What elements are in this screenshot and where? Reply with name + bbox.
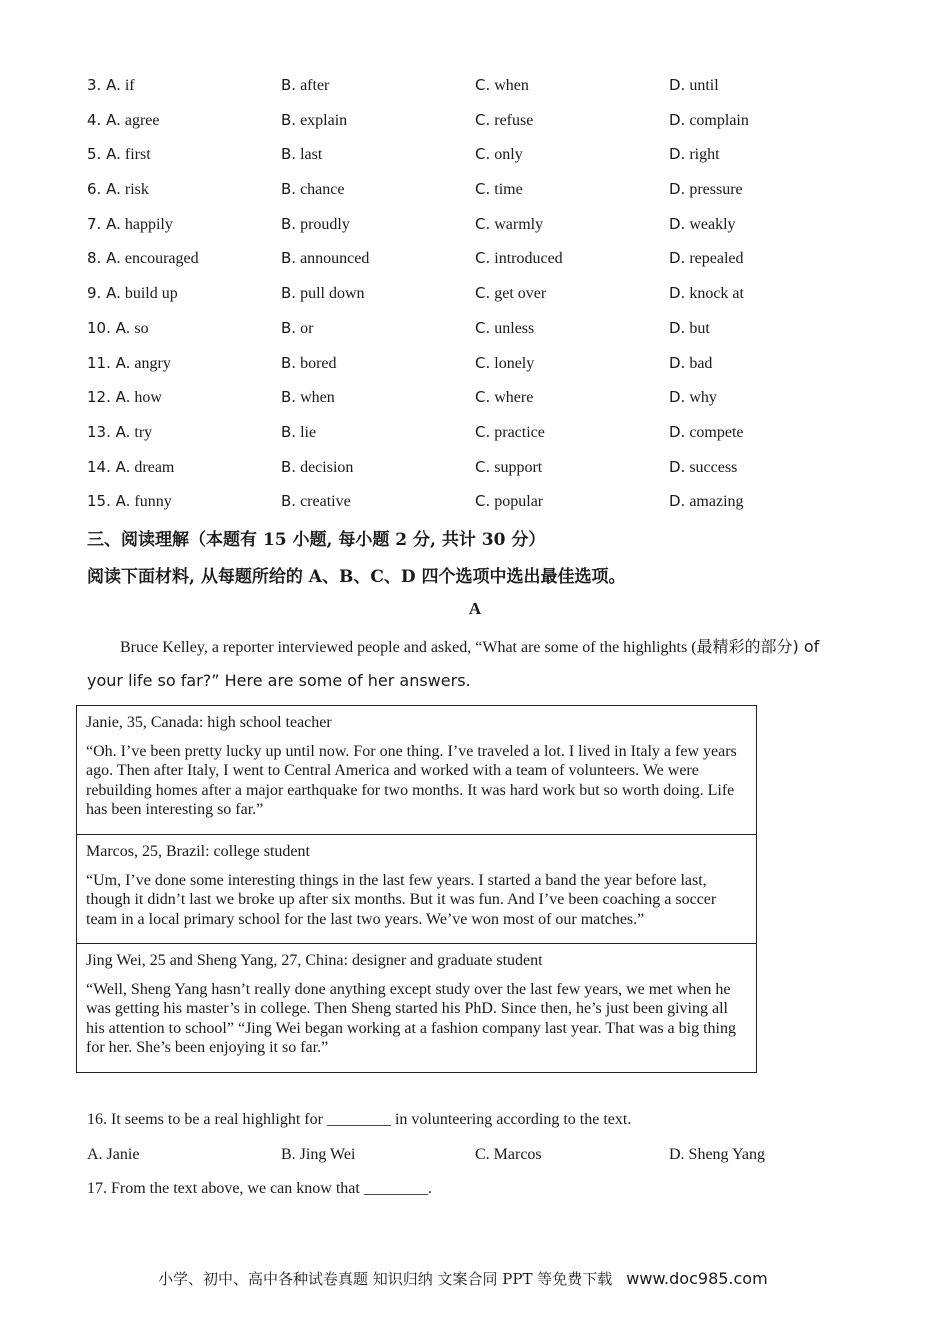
section-heading: 三、阅读理解（本题有 15 小题, 每小题 2 分, 共计 30 分） [87, 530, 546, 550]
option-b [281, 143, 322, 166]
option-text: lie [300, 423, 317, 441]
option-label: D. [669, 318, 686, 337]
option-row [87, 247, 867, 282]
option-label: D. [669, 284, 686, 303]
option-text: warmly [494, 215, 544, 233]
option-label: C. [475, 249, 491, 268]
option-label: C. [475, 214, 491, 233]
option-a [87, 456, 174, 479]
option-text: bad [689, 354, 713, 372]
option-a [87, 421, 152, 444]
table-row [77, 835, 756, 944]
option-text: build up [124, 285, 178, 303]
question-17-stem: 17. From the text above, we can know that ________. [87, 1180, 432, 1197]
respondent: Janie, 35, Canada: high school teacher [86, 714, 332, 731]
option-b [281, 213, 350, 236]
option-row [87, 352, 867, 387]
option-label: D. [669, 388, 686, 407]
option-text: complain [689, 111, 749, 129]
option-b [281, 178, 344, 201]
option-text: so [134, 319, 149, 337]
option-b [281, 247, 369, 270]
option-label: C. [475, 284, 491, 303]
option-d: D. Sheng Yang [669, 1146, 766, 1163]
option-label: C. [475, 145, 491, 164]
option-a [87, 352, 171, 375]
option-text: pressure [689, 181, 743, 199]
intro-text-cn: 最精彩的部分 [696, 637, 793, 656]
option-d [669, 386, 717, 409]
option-label: C. [475, 457, 491, 476]
option-d [669, 421, 744, 444]
option-label: 15. A. [87, 492, 131, 511]
option-label: C. [475, 353, 491, 372]
option-d [669, 247, 744, 270]
option-text: introduced [494, 250, 563, 268]
option-text: unless [494, 319, 535, 337]
option-text: until [689, 77, 719, 94]
option-label: D. [669, 76, 686, 94]
option-label: D. [669, 110, 686, 129]
intro-text-2: ) of [792, 637, 820, 656]
option-row [87, 109, 867, 144]
respondent-quote: “Um, I’ve done some interesting things in the last few years. I started a band the year before last, though it didn’t last we broke up after six months. But it was fun. And I’ve been coaching a soccer team in a local primary school for the last two years. We’ve won most of our matches.” [86, 871, 717, 928]
option-text: creative [300, 493, 351, 511]
option-c [475, 282, 546, 305]
option-label: C. [475, 180, 491, 199]
option-b [281, 456, 353, 479]
option-text: if [124, 77, 135, 94]
option-label: 5. A. [87, 145, 121, 164]
option-row [87, 421, 867, 456]
option-text: weakly [689, 215, 736, 233]
option-label: B. [281, 180, 297, 199]
option-label: 3. A. [87, 76, 121, 94]
option-label: D. [669, 457, 686, 476]
option-label: C. [475, 318, 491, 337]
option-label: 11. A. [87, 353, 131, 372]
option-text: amazing [689, 493, 744, 511]
option-label: 6. A. [87, 180, 121, 199]
option-text: lonely [494, 354, 535, 372]
option-b [281, 352, 337, 375]
option-c [475, 143, 523, 166]
option-a [87, 247, 199, 270]
option-label: D. [669, 180, 686, 199]
option-d [669, 74, 719, 97]
option-label: C. [475, 388, 491, 407]
option-a [87, 109, 160, 132]
option-text: popular [494, 493, 544, 511]
option-a [87, 143, 151, 166]
option-row [87, 143, 867, 178]
option-d [669, 109, 749, 132]
option-c [475, 213, 543, 236]
option-text: when [494, 77, 529, 94]
cloze-options [87, 74, 867, 525]
option-a [87, 178, 149, 201]
option-label: D. [669, 214, 686, 233]
option-d [669, 352, 712, 375]
option-text: last [300, 146, 323, 164]
option-text: risk [124, 181, 149, 199]
option-label: B. [281, 76, 297, 94]
option-a [87, 386, 162, 409]
option-text: pull down [300, 285, 365, 303]
option-label: 8. A. [87, 249, 121, 268]
option-a [87, 74, 135, 97]
option-label: B. [281, 318, 297, 337]
option-c [475, 421, 545, 444]
passage-intro-line2: your life so far?” Here are some of her answers. [87, 671, 471, 690]
option-label: D. [669, 492, 686, 511]
option-c [475, 352, 534, 375]
option-row [87, 386, 867, 421]
option-a [87, 213, 173, 236]
option-label: B. [281, 422, 297, 441]
option-label: B. [281, 110, 297, 129]
option-label: B. [281, 284, 297, 303]
option-row [87, 456, 867, 491]
section-instruction: 阅读下面材料, 从每题所给的 A、B、C、D 四个选项中选出最佳选项。 [87, 567, 626, 587]
option-label: B. [281, 249, 297, 268]
option-row [87, 490, 867, 525]
option-text: right [689, 146, 720, 164]
option-text: support [494, 458, 543, 476]
option-text: get over [494, 285, 547, 303]
option-c [475, 109, 533, 132]
option-a [87, 490, 172, 513]
option-text: where [494, 389, 534, 407]
option-label: B. [281, 214, 297, 233]
passage-letter: A [468, 599, 482, 618]
option-c [475, 317, 534, 340]
question-16-stem: 16. It seems to be a real highlight for ________ in volunteering according to the text. [87, 1111, 632, 1128]
option-row [87, 282, 867, 317]
option-d [669, 490, 744, 513]
option-b [281, 490, 351, 513]
option-label: B. [281, 492, 297, 511]
respondent: Marcos, 25, Brazil: college student [86, 843, 310, 860]
option-b [281, 317, 313, 340]
option-b: B. Jing Wei [281, 1146, 356, 1163]
option-label: 12. A. [87, 388, 131, 407]
option-label: C. [475, 492, 491, 511]
option-text: how [134, 389, 162, 407]
option-d [669, 282, 744, 305]
answers-table [76, 705, 757, 1073]
respondent-quote: “Well, Sheng Yang hasn’t really done anything except study over the last few years, we met when he was getting his master’s in college. Then Sheng started his PhD. Since then, he’s just been giving all his attention to school” “Jing Wei began working at a fashion company last year. That was a big thing for her. She’s been enjoying it so far.” [86, 980, 736, 1056]
option-b [281, 74, 329, 97]
footer-url[interactable]: www.doc985.com [626, 1269, 768, 1288]
option-text: announced [300, 250, 370, 268]
option-row [87, 213, 867, 248]
option-text: happily [124, 215, 173, 233]
option-c [475, 247, 563, 270]
option-label: 4. A. [87, 110, 121, 129]
option-text: success [689, 458, 738, 476]
option-label: C. [475, 110, 491, 129]
option-label: D. [669, 145, 686, 164]
table-row [77, 706, 756, 835]
option-c [475, 74, 529, 97]
option-row [87, 317, 867, 352]
option-text: repealed [689, 250, 744, 268]
option-d [669, 456, 737, 479]
option-text: refuse [494, 111, 534, 129]
option-a: A. Janie [87, 1146, 140, 1163]
option-text: try [134, 423, 153, 441]
option-text: funny [134, 493, 172, 511]
option-label: D. [669, 353, 686, 372]
option-text: after [300, 77, 330, 94]
option-d [669, 143, 720, 166]
option-text: bored [300, 354, 337, 372]
option-label: 13. A. [87, 422, 131, 441]
option-label: C. [475, 422, 491, 441]
option-a [87, 317, 149, 340]
footer-text: 小学、初中、高中各种试卷真题 知识归纳 文案合同 PPT 等免费下载 [158, 1270, 613, 1288]
option-text: or [300, 319, 314, 337]
page-footer [158, 1268, 768, 1289]
option-text: compete [689, 423, 744, 441]
option-d [669, 213, 736, 236]
option-b [281, 109, 347, 132]
option-text: decision [300, 458, 354, 476]
option-row [87, 178, 867, 213]
option-label: 10. A. [87, 318, 131, 337]
option-label: B. [281, 353, 297, 372]
option-b [281, 421, 316, 444]
passage-intro-line1 [120, 634, 819, 657]
option-c: C. Marcos [475, 1146, 542, 1163]
option-label: 9. A. [87, 284, 121, 303]
option-label: B. [281, 145, 297, 164]
option-label: 14. A. [87, 457, 131, 476]
option-b [281, 282, 365, 305]
option-text: time [494, 181, 523, 199]
option-label: 7. A. [87, 214, 121, 233]
option-text: angry [134, 354, 171, 372]
respondent: Jing Wei, 25 and Sheng Yang, 27, China: designer and graduate student [86, 952, 543, 969]
option-text: explain [300, 111, 348, 129]
option-label: C. [475, 76, 491, 94]
option-a [87, 282, 178, 305]
option-label: D. [669, 422, 686, 441]
option-text: proudly [300, 215, 350, 233]
option-text: but [689, 319, 710, 337]
option-text: chance [300, 181, 345, 199]
option-c [475, 178, 523, 201]
option-label: B. [281, 457, 297, 476]
question-16-options [87, 1146, 867, 1168]
option-label: B. [281, 388, 297, 407]
option-d [669, 317, 710, 340]
option-text: encouraged [124, 250, 199, 268]
option-row [87, 74, 867, 109]
option-text: dream [134, 458, 175, 476]
option-text: agree [124, 111, 160, 129]
option-c [475, 490, 543, 513]
option-c [475, 386, 533, 409]
table-row [77, 944, 756, 1072]
option-label: D. [669, 249, 686, 268]
option-text: first [124, 146, 151, 164]
option-text: knock at [689, 285, 744, 303]
option-b [281, 386, 335, 409]
option-d [669, 178, 743, 201]
option-text: why [689, 389, 717, 407]
option-text: only [494, 146, 523, 164]
option-c [475, 456, 542, 479]
respondent-quote: “Oh. I’ve been pretty lucky up until now. For one thing. I’ve traveled a lot. I lived in Italy a few years ago. Then after Italy, I went to Central America and worked with a team of volunteers. We were rebuilding homes after a major earthquake for two months. It was hard work but so worth doing. Life has been interesting so far.” [86, 742, 737, 818]
option-text: when [300, 389, 335, 407]
intro-text-1: Bruce Kelley, a reporter interviewed people and asked, “What are some of the highlights ( [120, 639, 697, 656]
option-text: practice [494, 423, 545, 441]
